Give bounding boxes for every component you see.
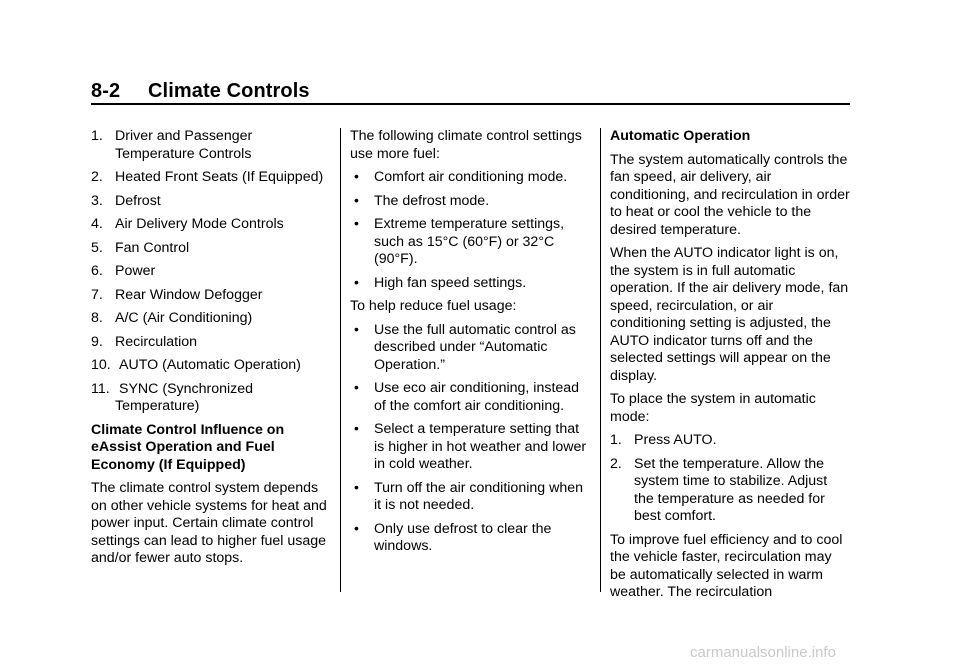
bullet-icon: • (354, 273, 359, 290)
paragraph: To help reduce fuel usage: (350, 298, 517, 314)
watermark: carmanualsonline.info (690, 644, 836, 661)
bullet-item: • Select a temperature setting that is higher in hot weather and lower in cold weather. (354, 420, 587, 472)
paragraph: The climate control system depends on other vehicle systems for heat and power input. Certain climate control settings can lead to higher fuel usage and/or fewer auto stops. (91, 480, 327, 566)
list-item: 8. A/C (Air Conditioning) (91, 310, 253, 326)
paragraph: To improve fuel efficiency and to cool the vehicle faster, recirculation may be automatically selected in warm weather. The recirculation (610, 531, 843, 600)
bullet-icon: • (354, 379, 359, 395)
section-heading: Automatic Operation (610, 128, 751, 144)
bullet-item: • Only use defrost to clear the windows. (354, 519, 552, 554)
bullet-item: • Turn off the air conditioning when it is not needed. (354, 478, 584, 513)
column-1 (91, 128, 331, 574)
list-item: 3. Defrost (91, 192, 161, 209)
section-title: Climate Controls (148, 80, 310, 102)
column-2 (350, 128, 592, 562)
section-number: 8-2 (91, 80, 121, 102)
section-heading: Climate Control Influence on eAssist Operation and Fuel Economy (If Equipped) (91, 421, 285, 473)
bullet-item: • Use eco air conditioning, instead of the comfort air conditioning. (354, 379, 580, 414)
column-divider-2 (600, 128, 601, 592)
paragraph: When the AUTO indicator light is on, the system is in full automatic operation. If the air delivery mode, fan speed, recirculation, or air conditioning setting is adjusted, the AUTO indicator turns off and the selected settings will appear on the display. (610, 245, 849, 384)
list-item: 5. Fan Control (91, 239, 190, 256)
list-item: 4. Air Delivery Mode Controls (91, 216, 284, 232)
column-3 (610, 128, 850, 608)
bullet-item: • High fan speed settings. (354, 273, 527, 291)
list-item: 9. Recirculation (91, 333, 198, 350)
list-item: 7. Rear Window Defogger (91, 286, 263, 303)
list-item: 10. AUTO (Automatic Operation) (91, 357, 301, 373)
list-item: 2. Set the temperature. Allow the system time to stabilize. Adjust the temperature as needed for best comfort. (610, 455, 828, 524)
bullet-item: • Use the full automatic control as described under “Automatic Operation.” (354, 320, 576, 373)
header-rule (91, 103, 850, 105)
bullet-item: • The defrost mode. (354, 191, 490, 209)
bullet-item: • Comfort air conditioning mode. (354, 168, 568, 185)
paragraph: The following climate control settings use more fuel: (350, 128, 582, 162)
list-item: 6. Power (91, 263, 156, 279)
paragraph: To place the system in automatic mode: (610, 391, 816, 425)
column-divider-1 (340, 128, 341, 592)
bullet-icon: • (354, 320, 359, 337)
list-item: 11. SYNC (Synchronized Temperature) (91, 380, 254, 414)
bullet-icon: • (354, 215, 359, 231)
paragraph: The system automatically controls the fan speed, air delivery, air conditioning, and recirculation in order to heat or cool the vehicle to the desired temperature. (610, 151, 850, 238)
bullet-icon: • (354, 420, 359, 436)
bullet-icon: • (354, 191, 359, 208)
bullet-icon: • (354, 168, 359, 184)
bullet-icon: • (354, 519, 359, 536)
page-header (91, 80, 310, 103)
list-item: 1. Driver and Passenger Temperature Controls (91, 128, 253, 162)
bullet-icon: • (354, 478, 359, 495)
list-item: 1. Press AUTO. (610, 432, 717, 448)
bullet-item: • Extreme temperature settings, such as 15°C (60°F) or 32°C (90°F). (354, 215, 565, 267)
list-item: 2. Heated Front Seats (If Equipped) (91, 169, 324, 185)
